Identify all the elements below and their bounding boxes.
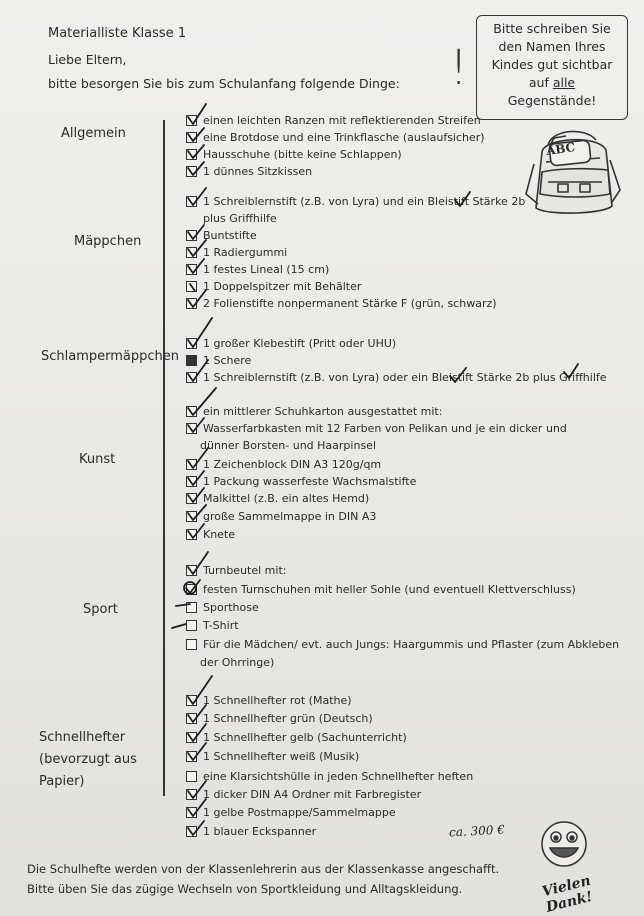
category-kunst: Kunst bbox=[79, 452, 116, 467]
note-line-5: Gegenstände! bbox=[507, 93, 597, 108]
exclamation-icon: ! bbox=[449, 40, 469, 96]
footer-line-2: Bitte üben Sie das zügige Wechseln von Sportkleidung und Alltagskleidung. bbox=[27, 882, 463, 896]
note-line-2: den Namen Ihres bbox=[498, 39, 606, 54]
smiley-icon bbox=[538, 818, 590, 870]
thanks-caption: Vielen Dank! bbox=[540, 872, 595, 916]
note-line-3: Kindes gut sichtbar bbox=[491, 57, 613, 72]
category-schnellhefter-note-2: Papier) bbox=[39, 774, 85, 789]
category-schnellhefter: Schnellhefter bbox=[39, 730, 126, 745]
page-title: Materialliste Klasse 1 bbox=[48, 26, 187, 41]
backpack-label: ABC bbox=[545, 140, 577, 158]
note-line-1: Bitte schreiben Sie bbox=[493, 21, 611, 36]
category-allgemein: Allgemein bbox=[61, 126, 126, 141]
underlined-word: alle bbox=[552, 75, 576, 90]
category-maeppchen: Mäppchen bbox=[74, 234, 142, 249]
footer-line-1: Die Schulhefte werden von der Klassenlehrerin aus der Klassenkasse angeschafft. bbox=[27, 862, 500, 876]
category-schlampermaeppchen: Schlampermäppchen bbox=[41, 349, 180, 364]
handwritten-price: ca. 300 € bbox=[448, 822, 506, 840]
note-line-4: auf alle bbox=[528, 75, 576, 90]
intro-text: bitte besorgen Sie bis zum Schulanfang folgende Dinge: bbox=[48, 76, 400, 91]
category-schnellhefter-note: (bevorzugt aus bbox=[39, 752, 137, 767]
greeting: Liebe Eltern, bbox=[48, 52, 127, 67]
category-sport: Sport bbox=[83, 602, 118, 617]
